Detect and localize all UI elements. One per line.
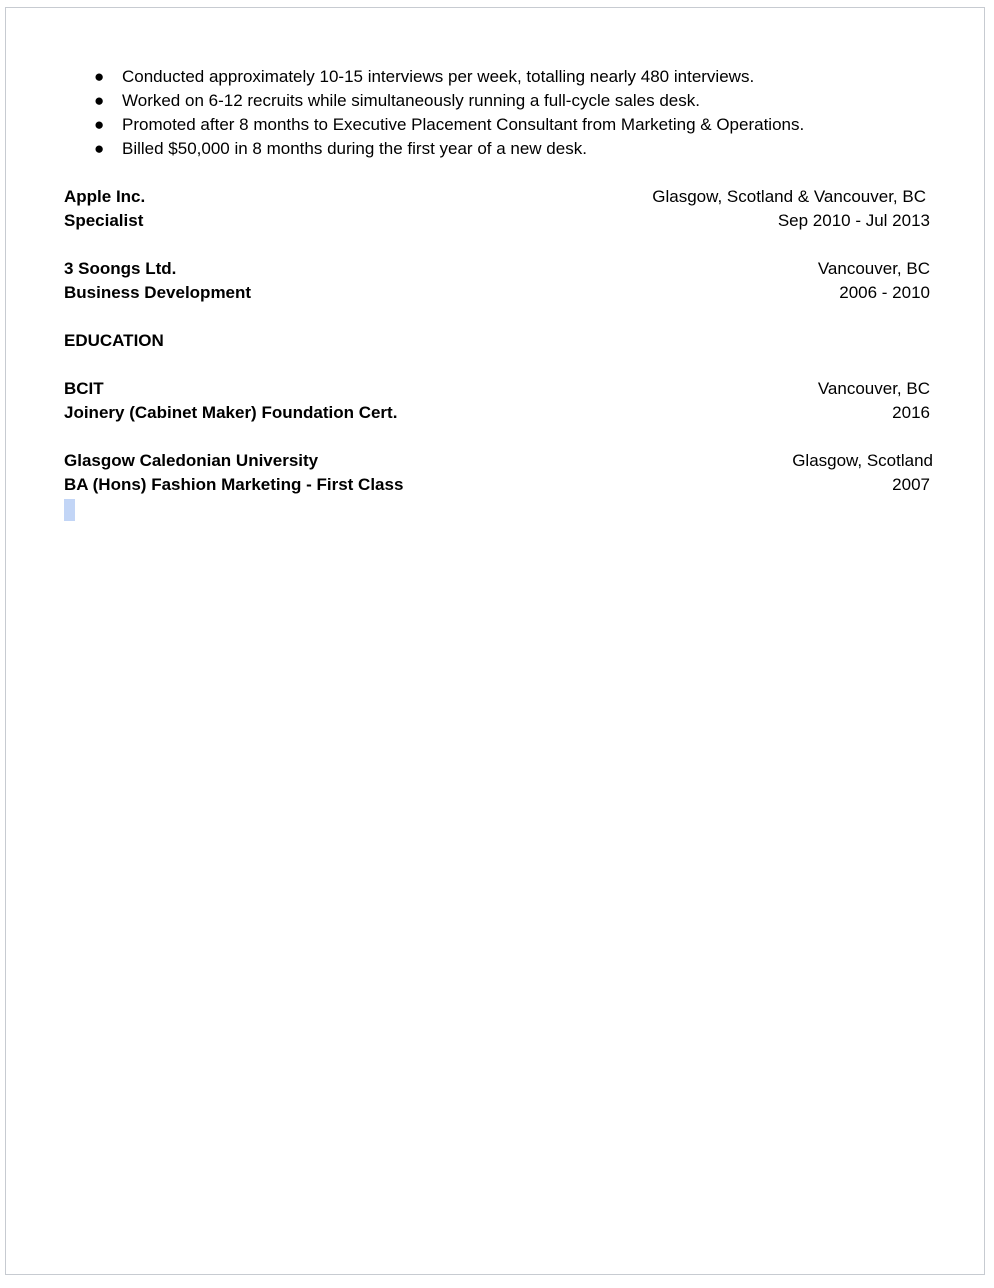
education-entry-gcu <box>64 449 933 497</box>
school-name: BCIT <box>64 379 104 398</box>
bullet-text: Promoted after 8 months to Executive Placement Consultant from Marketing & Operations. <box>122 115 805 134</box>
organization-name: 3 Soongs Ltd. <box>64 259 177 278</box>
role-dates: 2006 - 2010 <box>839 283 930 302</box>
list-item <box>64 65 930 89</box>
bullet-text: Conducted approximately 10-15 interviews per week, totalling nearly 480 interviews. <box>122 67 755 86</box>
entry-header-row <box>64 185 930 209</box>
role-title: Specialist <box>64 211 144 230</box>
program-name: BA (Hons) Fashion Marketing - First Class <box>64 475 404 494</box>
spacer <box>64 425 930 449</box>
program-year: 2007 <box>892 475 930 494</box>
spacer <box>64 305 930 329</box>
entry-detail-row <box>64 401 930 425</box>
bullet-icon: ● <box>94 91 105 110</box>
role-title: Business Development <box>64 283 252 302</box>
school-name: Glasgow Caledonian University <box>64 451 319 470</box>
spacer <box>64 161 930 185</box>
entry-detail-row <box>64 473 930 497</box>
bullet-icon: ● <box>94 115 105 134</box>
education-heading: EDUCATION <box>64 331 164 350</box>
text-cursor-selection[interactable] <box>64 499 75 521</box>
bullet-list <box>64 65 930 161</box>
entry-detail-row <box>64 281 930 305</box>
program-year: 2016 <box>892 403 930 422</box>
spacer <box>64 233 930 257</box>
document-body[interactable] <box>64 65 933 521</box>
spacer <box>64 353 930 377</box>
school-location: Vancouver, BC <box>817 379 930 398</box>
entry-header-row <box>64 257 930 281</box>
list-item <box>64 89 930 113</box>
list-item <box>64 113 930 137</box>
list-item <box>64 137 930 161</box>
entry-detail-row <box>64 209 930 233</box>
education-entry-bcit <box>64 377 930 425</box>
entry-header-row <box>64 449 933 473</box>
program-name: Joinery (Cabinet Maker) Foundation Cert. <box>64 403 398 422</box>
experience-entry-apple <box>64 185 930 233</box>
organization-location: Vancouver, BC <box>817 259 930 278</box>
bullet-icon: ● <box>94 67 105 86</box>
document-page <box>5 7 985 1275</box>
role-dates: Sep 2010 - Jul 2013 <box>777 211 930 230</box>
organization-location: Glasgow, Scotland & Vancouver, BC <box>652 187 926 206</box>
organization-name: Apple Inc. <box>64 187 146 206</box>
school-location: Glasgow, Scotland <box>792 451 933 470</box>
bullet-text: Billed $50,000 in 8 months during the first year of a new desk. <box>122 139 587 158</box>
bullet-icon: ● <box>94 139 105 158</box>
bullet-text: Worked on 6-12 recruits while simultaneously running a full-cycle sales desk. <box>122 91 700 110</box>
experience-entry-3-soongs <box>64 257 930 305</box>
entry-header-row <box>64 377 930 401</box>
